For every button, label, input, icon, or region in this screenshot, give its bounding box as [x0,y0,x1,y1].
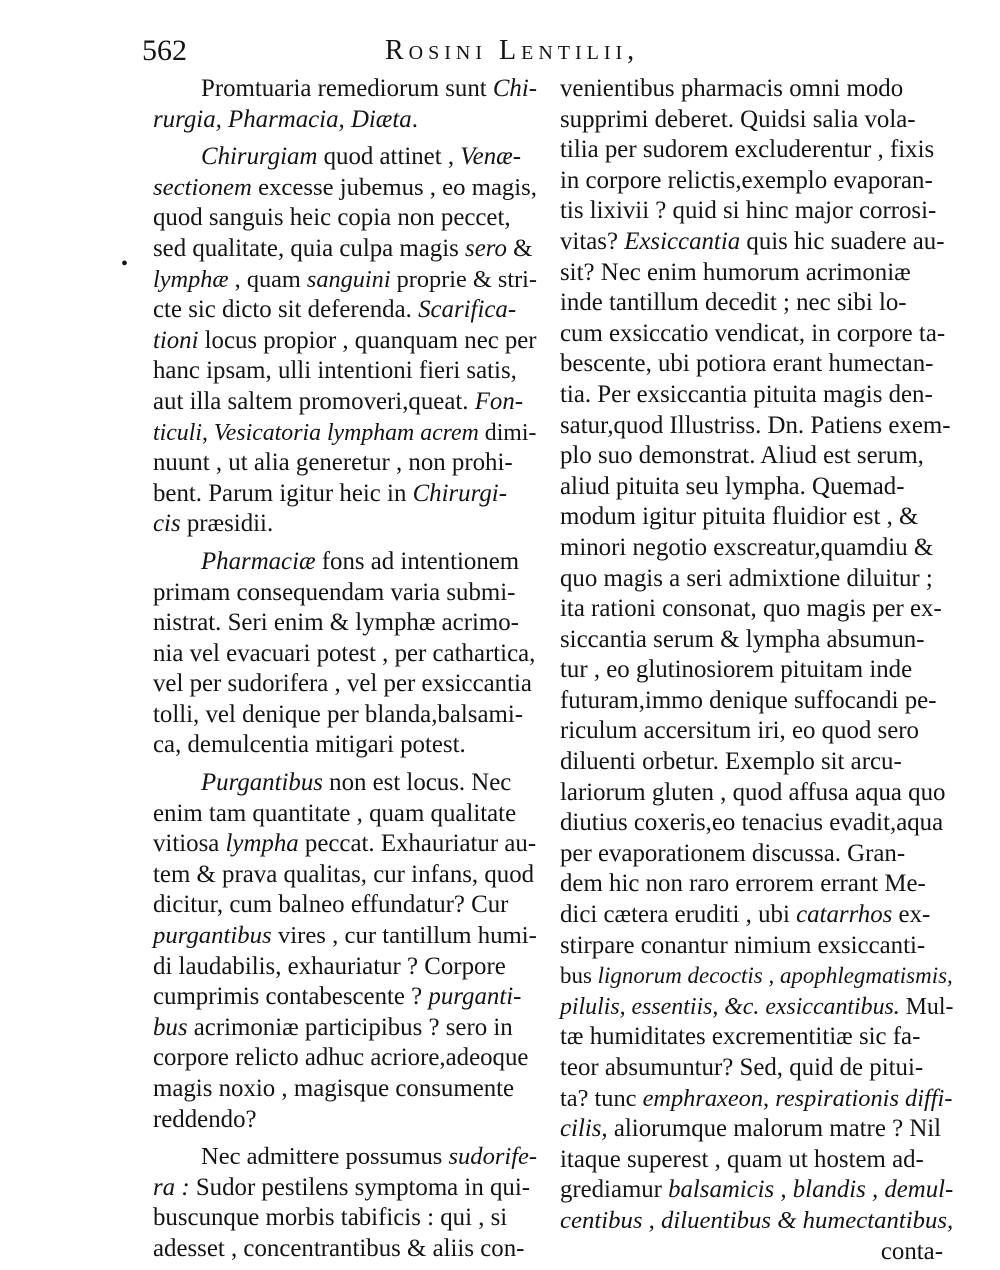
italic-text-run: tioni [153,326,199,354]
text-run: itaque superest , quam ut hostem ad- [560,1145,924,1173]
text-run: primam consequendam varia submi- [153,578,516,606]
text-run: non est locus. Nec [322,769,512,797]
text-run: aliorumque malorum matre ? Nil [607,1115,942,1143]
italic-text-run: ra : [153,1173,190,1201]
text-run: quod attinet , [317,143,461,171]
text-run: cte sic dicto sit deferenda. [153,296,419,324]
text-line [560,258,955,289]
italic-text-run: lympha [225,830,299,858]
text-line [560,1053,955,1084]
text-run: dicitur, cum balneo effundatur? Cur [153,891,509,919]
text-run: . [411,105,418,133]
italic-text-run: Pharmaciæ [201,547,316,575]
text-run: acrimoniæ participibus ? sero in [187,1013,513,1041]
italic-text-run: pilulis, essentiis, &c. exsiccantibus. [560,993,900,1020]
text-run: riculum accersitum iri, eo quod sero [560,717,919,745]
text-run: ita rationi consonat, quo magis per ex- [560,595,942,623]
text-run: nia vel evacuari potest , per cathartica, [153,639,536,667]
text-run: plo suo demonstrat. Aliud est serum, [560,442,924,470]
text-line [560,1084,955,1115]
text-line [560,411,955,442]
italic-text-run: balsamicis , blandis , demul- [668,1176,954,1204]
italic-text-run: ticuli, Vesicatoria lympham acrem [153,419,479,446]
text-run: ca, demulcentia mitigari potest. [153,731,466,759]
text-run: Nec admittere possumus [201,1143,449,1171]
text-line [153,509,539,540]
text-line [153,669,539,700]
text-run: futuram,immo denique suffocandi pe- [560,686,937,714]
text-run: corpore relicto adhuc acriore,adeoque [153,1044,529,1072]
text-line [153,173,539,204]
text-run: tis lixivii ? quid si hinc major corrosi- [560,197,937,225]
text-line [153,203,539,234]
text-run: sed qualitate, quia culpa magis [153,234,466,262]
text-run: bus [560,963,598,989]
text-run: grediamur [560,1176,669,1204]
text-run: tia. Per exsiccantia pituita magis den- [560,380,933,408]
text-line [560,380,955,411]
text-run: vitas? [560,227,625,255]
text-run: ex- [892,901,931,929]
text-run: præsidii. [180,510,274,538]
text-run: excesse jubemus , eo magis, [251,173,537,201]
text-line [560,900,955,931]
text-run: reddendo? [153,1105,257,1133]
text-run: tolli, vel denique per blanda,balsami- [153,700,524,728]
italic-text-run: rurgia, Pharmacia, Diæta [153,105,412,133]
text-run: per evaporationem discussa. Gran- [560,839,906,867]
text-line [153,479,539,510]
italic-text-run: emphraxeon, respirationis diffi- [642,1084,953,1112]
text-line [153,1013,539,1044]
text-line [560,533,955,564]
text-line [153,860,539,891]
text-run: tilia per sudorem excluderentur , fixis [560,136,935,164]
text-run: supprimi deberet. Quidsi salia vola- [560,105,916,133]
italic-text-run: Chirurgiam [201,143,318,171]
italic-text-run: lignorum decoctis , apophlegmatismis, [597,963,953,989]
text-line [560,1145,955,1176]
text-line [560,319,955,350]
text-line [153,639,539,670]
text-run: enim tam quantitate , quam qualitate [153,799,517,827]
text-line [560,961,955,992]
text-run: fons ad intentionem [315,547,520,575]
text-line [153,142,539,173]
text-line [153,387,539,418]
text-line [560,625,955,656]
text-line [560,808,955,839]
text-run: stirpare conantur nimium exsiccanti- [560,931,926,959]
text-run: teor absumuntur? Sed, quid de pitui- [560,1054,924,1081]
text-line [153,952,539,983]
text-run: modum igitur pituita fluidior est , & [560,503,919,531]
text-run: adesset , concentrantibus & aliis con- [153,1234,525,1262]
text-run: vires , cur tantillum humi- [271,922,537,950]
text-line [560,227,955,258]
text-run: cumprimis contabescente ? [153,983,429,1011]
text-run: minori negotio exscreatur,quamdiu & [560,533,934,561]
text-line [153,326,539,357]
text-run: ta? tunc [560,1084,643,1112]
italic-text-run: Purgantibus [201,769,323,797]
text-run: aliud pituita seu lympha. Quemad- [560,472,905,500]
text-run: Mul- [899,993,954,1020]
text-line [560,564,955,595]
text-run: vel per sudorifera , vel per exsiccantia [153,670,532,698]
text-line [560,716,955,747]
text-run: aut illa saltem promoveri,queat. [153,387,475,415]
italic-text-run: Chirurgi- [412,479,507,507]
text-run: inde tantillum decedit ; nec sibi lo- [560,289,907,317]
text-line [153,265,539,296]
text-run: lariorum gluten , quod affusa aqua quo [560,778,946,806]
text-run: dici cætera eruditi , ubi [560,901,797,929]
text-line [560,74,955,105]
text-run: Sudor pestilens symptoma in qui- [189,1173,531,1201]
text-line [153,799,539,830]
text-run: bent. Parum igitur heic in [153,479,413,507]
running-head: Rosini Lentilii, [385,35,640,66]
text-run: siccantia serum & lympha absumun- [560,625,925,653]
text-line [153,234,539,265]
text-line [560,441,955,472]
italic-text-run: purgantibus [153,922,272,950]
italic-text-run: lymphæ [153,265,229,293]
text-run: Promtuaria remediorum sunt [201,75,493,102]
text-line [153,356,539,387]
italic-text-run: sectionem [153,173,252,201]
text-run: sit? Nec enim humorum acrimoniæ [560,258,911,286]
text-run: nuunt , ut alia generetur , non prohi- [153,449,513,477]
text-run: vitiosa [153,830,226,858]
italic-text-run: Chi- [492,75,538,102]
italic-text-run: Fon- [474,387,524,415]
catchword [560,1237,955,1268]
text-line [153,74,539,105]
text-run: di laudabilis, exhauriatur ? Corpore [153,952,506,980]
text-line [153,890,539,921]
text-line [560,869,955,900]
text-line [153,1234,539,1265]
text-run: in corpore relictis,exemplo evaporan- [560,166,933,194]
text-run: quod sanguis heic copia non peccet, [153,204,511,232]
text-run: dem hic non raro errorem errant Me- [560,870,926,898]
text-line [153,1105,539,1136]
text-run: nistrat. Seri enim & lymphæ acrimo- [153,609,519,637]
text-run: bescente, ubi potiora erant humectan- [560,350,934,378]
right-text-column [560,74,955,1267]
text-line [560,1022,955,1053]
text-line [560,166,955,197]
text-run: dimi- [478,419,537,446]
text-line [153,700,539,731]
text-run: cum exsiccatio vendicat, in corpore ta- [560,319,946,347]
text-line [560,472,955,503]
text-line [153,1173,539,1204]
text-run: & [506,234,533,262]
text-run: proprie & stri- [390,265,538,293]
left-text-column [153,74,539,1265]
text-line [153,1074,539,1105]
text-run: conta- [880,1237,943,1265]
italic-text-run: Venæ- [460,143,521,171]
text-line [560,747,955,778]
text-line [153,1203,539,1234]
text-line [560,1175,955,1206]
text-run: locus propior , quanquam nec per [198,326,537,354]
text-line [153,768,539,799]
italic-text-run: Exsiccantia [624,227,741,255]
text-line [560,288,955,319]
text-run: satur,quod Illustriss. Dn. Patiens exem- [560,411,951,439]
text-run: peccat. Exhauriatur au- [298,830,537,858]
text-line [560,931,955,962]
text-run: tæ humiditates excrementitiæ sic fa- [560,1023,921,1051]
text-run: buscunque morbis tabificis : qui , si [153,1204,508,1232]
italic-text-run: catarrhos [796,901,893,929]
text-line [560,1114,955,1145]
text-run: diutius coxeris,eo tenacius evadit,aqua [560,809,944,837]
text-line [560,1206,955,1237]
text-line [153,982,539,1013]
text-line [560,778,955,809]
italic-text-run: bus [153,1013,188,1041]
text-line [560,502,955,533]
italic-text-run: sero [465,234,507,262]
text-line [153,730,539,761]
text-line [153,547,539,578]
text-line [153,608,539,639]
text-run: tur , eo glutinosiorem pituitam inde [560,656,913,684]
text-line [153,921,539,952]
italic-text-run: cilis, [560,1115,608,1143]
italic-text-run: Scarifica- [418,296,517,324]
text-line [153,448,539,479]
text-run: tem & prava qualitas, cur infans, quod [153,860,535,888]
text-line [153,1142,539,1173]
text-line [560,992,955,1023]
italic-text-run: purganti- [428,983,522,1011]
text-run: quis hic suadere au- [740,227,945,255]
italic-text-run: cis [153,510,181,538]
text-line [153,295,539,326]
italic-text-run: sanguini [306,265,391,293]
page-number: 562 [142,34,187,67]
text-line [560,105,955,136]
text-line [560,655,955,686]
text-line [153,418,539,449]
italic-text-run: sudorife- [448,1143,538,1171]
text-line [560,839,955,870]
text-line [560,196,955,227]
text-run: diluenti orbetur. Exemplo sit arcu- [560,748,902,776]
text-run: magis noxio , magisque consumente [153,1075,515,1102]
text-line [153,578,539,609]
text-line [560,135,955,166]
text-run: venientibus pharmacis omni modo [560,75,904,102]
text-line [560,349,955,380]
text-line [153,829,539,860]
text-run: hanc ipsam, ulli intentioni fieri satis, [153,357,517,385]
text-line [153,105,539,136]
text-line [153,1043,539,1074]
text-run: quo magis a seri admixtione diluitur ; [560,564,933,592]
text-line [560,686,955,717]
italic-text-run: centibus , diluentibus & humectantibus, [560,1206,954,1234]
margin-mark: • [121,253,129,275]
text-run: , quam [228,265,307,293]
text-line [560,594,955,625]
